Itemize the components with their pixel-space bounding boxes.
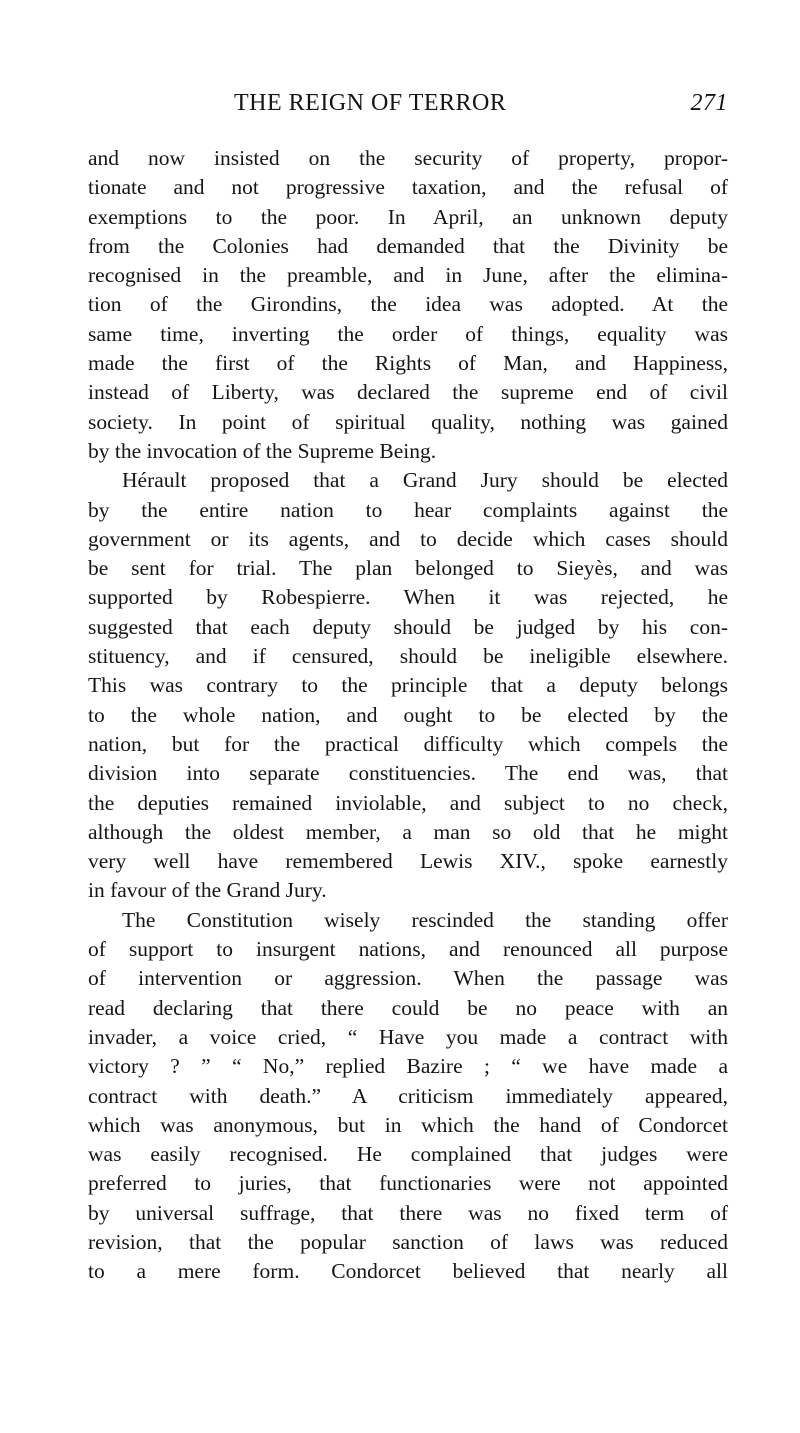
- text-line: preferred to juries, that functionaries were not appointed: [88, 1171, 728, 1196]
- text-line: made the first of the Rights of Man, and Happiness,: [88, 351, 728, 376]
- text-line: same time, inverting the order of things, equality was: [88, 321, 728, 346]
- paragraph-property-and-divinity: [88, 144, 728, 466]
- text-line: from the Colonies had demanded that the Divinity be: [88, 233, 728, 258]
- text-line: division into separate constituencies. The end was, that: [88, 761, 728, 786]
- text-line: tionate and not progressive taxation, and the refusal of: [88, 175, 728, 200]
- text-line: victory ? ” “ No,” replied Bazire ; “ we have made a: [88, 1054, 728, 1079]
- body-text: [88, 144, 728, 1287]
- running-title: THE REIGN OF TERROR: [234, 90, 507, 116]
- text-line: by the invocation of the Supreme Being.: [88, 438, 437, 463]
- text-line: invader, a voice cried, “ Have you made a contract with: [88, 1024, 728, 1049]
- text-line: of intervention or aggression. When the passage was: [88, 966, 728, 991]
- paragraph-grand-jury: [88, 466, 728, 905]
- text-line: contract with death.” A criticism immediately appeared,: [88, 1083, 728, 1108]
- book-page: [88, 90, 728, 1287]
- text-line: suggested that each deputy should be judged by his con-: [88, 614, 728, 639]
- text-line: tion of the Girondins, the idea was adopted. At the: [88, 292, 728, 317]
- text-line: exemptions to the poor. In April, an unknown deputy: [88, 204, 728, 229]
- text-line: recognised in the preamble, and in June, after the elimina-: [88, 263, 728, 288]
- text-line: to the whole nation, and ought to be elected by the: [88, 702, 728, 727]
- text-line: the deputies remained inviolable, and subject to no check,: [88, 790, 728, 815]
- text-line: government or its agents, and to decide which cases should: [88, 526, 728, 551]
- page-number: 271: [690, 90, 728, 116]
- running-head: [88, 90, 728, 122]
- text-line: in favour of the Grand Jury.: [88, 878, 327, 903]
- text-line: and now insisted on the security of property, propor-: [88, 146, 728, 170]
- text-line: The Constitution wisely rescinded the standing offer: [122, 907, 728, 932]
- text-line: be sent for trial. The plan belonged to Sieyès, and was: [88, 556, 728, 581]
- paragraph-constitution: [88, 906, 728, 1287]
- text-line: read declaring that there could be no peace with an: [88, 995, 728, 1020]
- text-line: of support to insurgent nations, and renounced all purpose: [88, 937, 728, 962]
- text-line: society. In point of spiritual quality, nothing was gained: [88, 409, 728, 434]
- text-line: stituency, and if censured, should be ineligible elsewhere.: [88, 644, 728, 669]
- text-line: very well have remembered Lewis XIV., spoke earnestly: [88, 849, 728, 874]
- text-line: supported by Robespierre. When it was rejected, he: [88, 585, 728, 610]
- text-line: nation, but for the practical difficulty which compels the: [88, 731, 728, 756]
- text-line: by universal suffrage, that there was no fixed term of: [88, 1200, 728, 1225]
- text-line: revision, that the popular sanction of laws was reduced: [88, 1229, 728, 1254]
- text-line: instead of Liberty, was declared the supreme end of civil: [88, 380, 728, 405]
- text-line: although the oldest member, a man so old that he might: [88, 819, 728, 844]
- text-line: This was contrary to the principle that a deputy belongs: [88, 673, 728, 698]
- text-line: was easily recognised. He complained that judges were: [88, 1142, 728, 1167]
- text-line: by the entire nation to hear complaints against the: [88, 497, 728, 522]
- text-line: Hérault proposed that a Grand Jury should be elected: [122, 468, 728, 493]
- text-line: to a mere form. Condorcet believed that nearly all: [88, 1259, 728, 1284]
- text-line: which was anonymous, but in which the hand of Condorcet: [88, 1112, 728, 1137]
